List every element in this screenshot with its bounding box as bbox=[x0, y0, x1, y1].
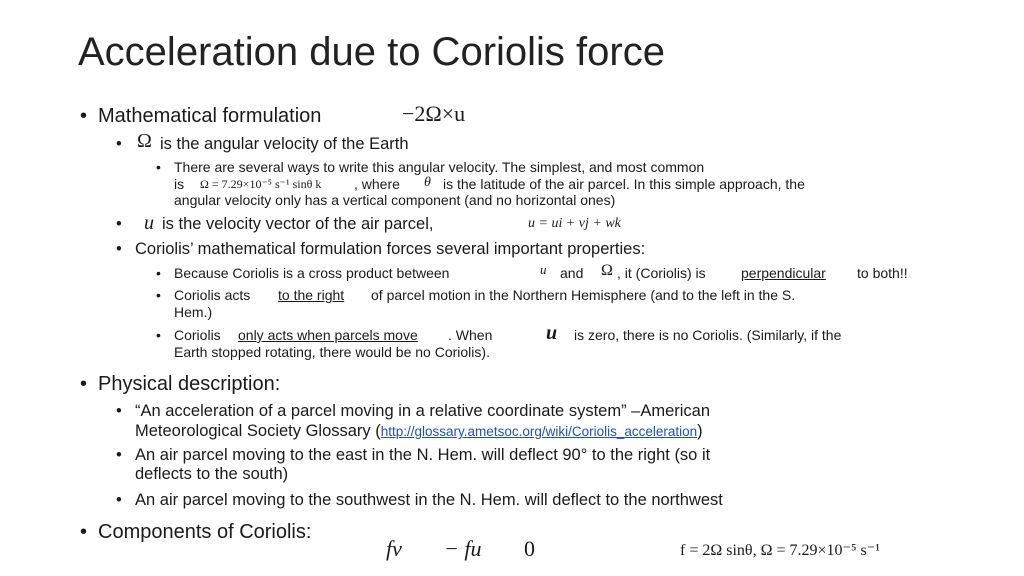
omega-value-formula: Ω = 7.29×10⁻⁵ s⁻¹ sinθ k bbox=[200, 177, 322, 191]
phys1-line1: “An acceleration of a parcel moving in a relative coordinate system” –American bbox=[135, 402, 711, 420]
prop3-text-b: . When bbox=[448, 327, 493, 343]
theta-symbol: θ bbox=[424, 175, 431, 190]
bullet-dot: • bbox=[156, 287, 161, 303]
u-formula: u = ui + vj + wk bbox=[528, 216, 621, 231]
bullet-dot: • bbox=[156, 327, 161, 343]
prop3-text-a: Coriolis bbox=[174, 327, 221, 343]
prop1-and: and bbox=[560, 265, 584, 281]
bullet-dot: • bbox=[116, 491, 122, 509]
omega-symbol: Ω bbox=[137, 130, 152, 152]
prop3-only-acts: only acts when parcels move bbox=[238, 327, 418, 343]
omega-ways-line1: There are several ways to write this angular velocity. The simplest, and most common bbox=[174, 159, 705, 175]
physical-description-heading: Physical description: bbox=[98, 373, 281, 395]
bullet-dot: • bbox=[116, 135, 122, 153]
component-z: 0 bbox=[524, 536, 535, 561]
u-description: is the velocity vector of the air parcel, bbox=[162, 215, 434, 233]
math-formulation-heading: Mathematical formulation bbox=[98, 105, 322, 127]
component-y: − fu bbox=[444, 536, 482, 561]
omega-ways-where: , where bbox=[354, 176, 400, 192]
bullet-dot: • bbox=[80, 373, 88, 395]
prop3-text-d: Earth stopped rotating, there would be no Coriolis). bbox=[174, 344, 490, 360]
prop1-text-c: to both!! bbox=[857, 265, 908, 281]
omega-ways-is: is bbox=[174, 176, 185, 192]
components-heading: Components of Coriolis: bbox=[98, 521, 312, 543]
f-parameter-formula: f = 2Ω sinθ, Ω = 7.29×10⁻⁵ s⁻¹ bbox=[680, 542, 881, 559]
u-symbol: u bbox=[540, 262, 547, 277]
prop2-text-a: Coriolis acts bbox=[174, 287, 251, 303]
prop2-text-b: of parcel motion in the Northern Hemisphere (and to the left in the S. bbox=[371, 287, 796, 303]
coriolis-formula: −2Ω×u bbox=[402, 101, 466, 126]
prop1-text-b: , it (Coriolis) is bbox=[617, 265, 706, 281]
phys2-line2: deflects to the south) bbox=[135, 465, 289, 483]
prop1-perpendicular: perpendicular bbox=[741, 265, 826, 281]
bullet-dot: • bbox=[116, 446, 122, 464]
u-symbol: u bbox=[144, 212, 154, 234]
bullet-dot: • bbox=[116, 402, 122, 420]
phys1-line2: Meteorological Society Glossary (http://glossary.ametsoc.org/wiki/Coriolis_acceleration) bbox=[135, 422, 703, 440]
properties-heading: Coriolis’ mathematical formulation forces several important properties: bbox=[135, 240, 646, 258]
bullet-dot: • bbox=[116, 215, 122, 233]
prop2-text-c: Hem.) bbox=[174, 304, 213, 320]
bullet-dot: • bbox=[116, 240, 122, 258]
bullet-dot: • bbox=[156, 265, 161, 281]
ams-glossary-link[interactable]: http://glossary.ametsoc.org/wiki/Coriolis_acceleration bbox=[380, 424, 698, 439]
omega-ways-line3: angular velocity only has a vertical component (and no horizontal ones) bbox=[174, 192, 616, 208]
bullet-dot: • bbox=[80, 105, 88, 127]
component-x: fv bbox=[386, 536, 402, 561]
omega-description: is the angular velocity of the Earth bbox=[160, 135, 409, 153]
slide-title: Acceleration due to Coriolis force bbox=[78, 30, 665, 74]
bullet-dot: • bbox=[80, 521, 88, 543]
bullet-dot: • bbox=[156, 159, 161, 175]
prop2-to-the-right: to the right bbox=[278, 287, 345, 303]
omega-ways-line2: is the latitude of the air parcel. In this simple approach, the bbox=[443, 176, 805, 192]
phys3-text: An air parcel moving to the southwest in the N. Hem. will deflect to the northwest bbox=[135, 491, 723, 509]
prop1-text-a: Because Coriolis is a cross product between bbox=[174, 265, 450, 281]
phys2-line1: An air parcel moving to the east in the N. Hem. will deflect 90° to the right (so it bbox=[135, 446, 711, 464]
omega-symbol: Ω bbox=[601, 262, 613, 279]
u-symbol: u bbox=[546, 322, 558, 344]
prop3-text-c: is zero, there is no Coriolis. (Similarly, if the bbox=[574, 327, 842, 343]
